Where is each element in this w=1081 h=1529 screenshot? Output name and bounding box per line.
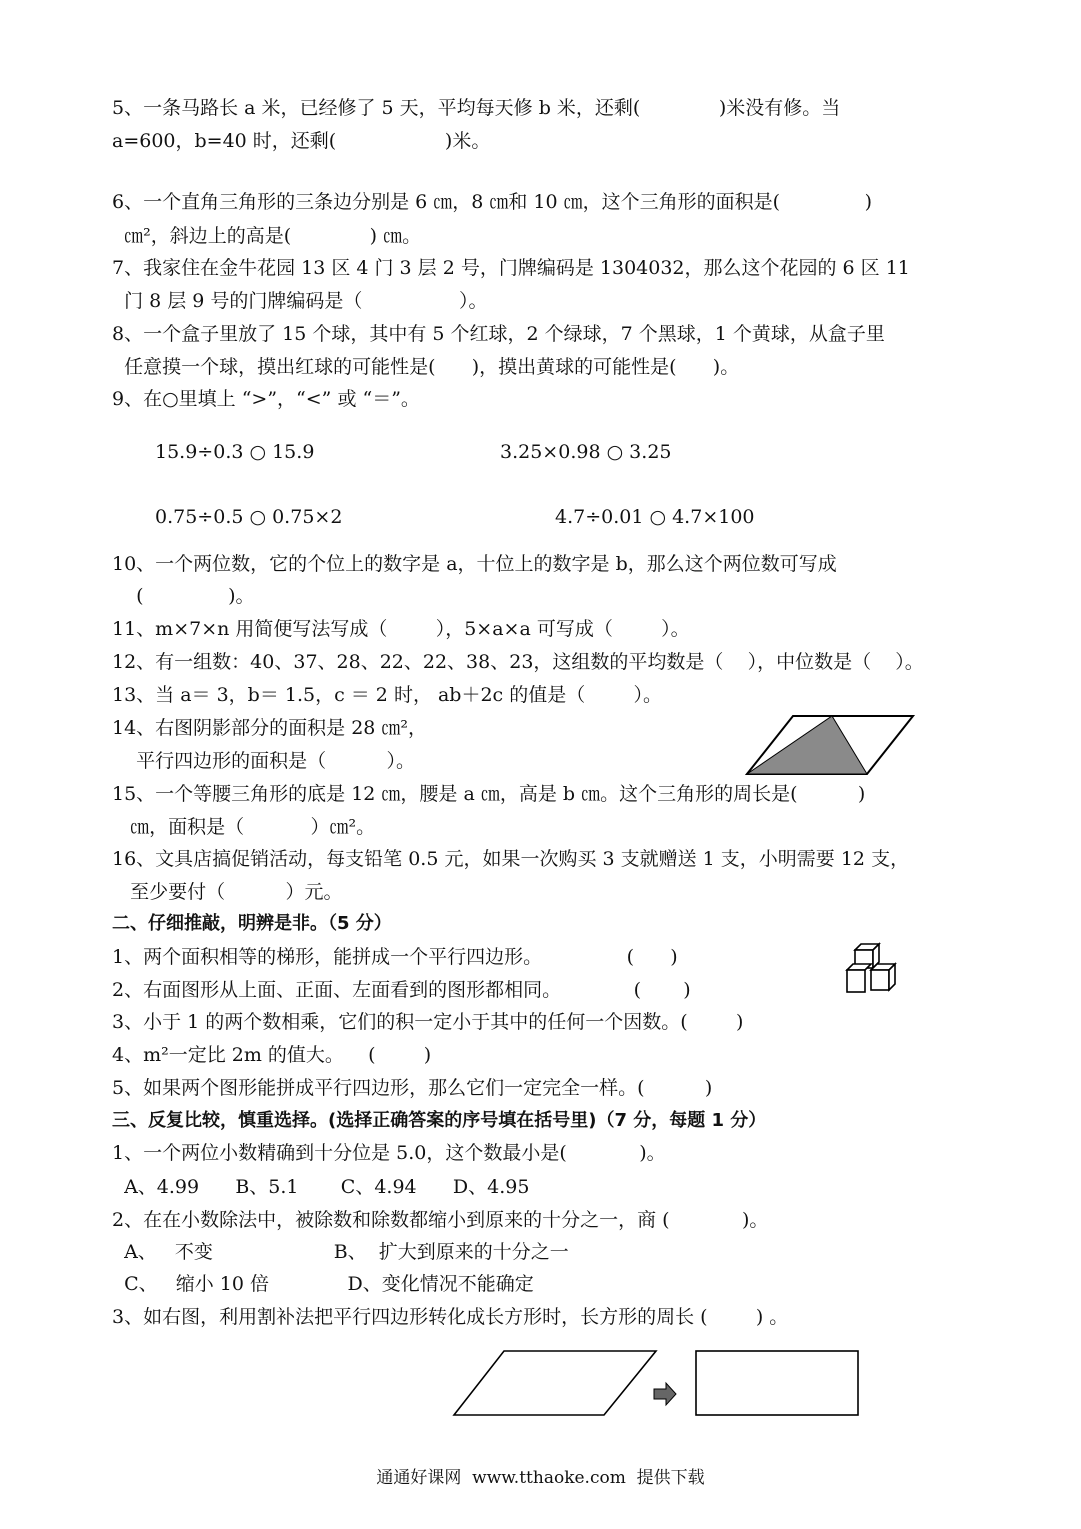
question-9-item-2: 3.25×0.98 ○ 3.25	[500, 441, 672, 463]
question-8-line-2: 任意摸一个球，摸出红球的可能性是( )，摸出黄球的可能性是( )。	[112, 356, 740, 378]
question-8-line-1: 8、一个盒子里放了 15 个球，其中有 5 个红球，2 个绿球，7 个黑球，1 个黄球，从盒子里	[112, 323, 885, 345]
section-3-heading: 三、反复比较，慎重选择。(选择正确答案的序号填在括号里)（7 分，每题 1 分）	[112, 1110, 767, 1131]
question-7-line-1: 7、我家住在金牛花园 13 区 4 门 3 层 2 号，门牌编码是 1304032，那么这个花园的 6 区 11	[112, 257, 910, 279]
question-11: 11、m×7×n 用简便写法写成（ ），5×a×a 可写成（ ）。	[112, 618, 690, 640]
question-16-line-1: 16、文具店搞促销活动，每支铅笔 0.5 元，如果一次购买 3 支就赠送 1 支，小明需要 12 支，	[112, 848, 910, 870]
question-14-line-2: 平行四边形的面积是（ ）。	[112, 750, 416, 772]
section-2-heading: 二、仔细推敲，明辨是非。（5 分）	[112, 913, 392, 934]
section-3-question-3: 3、如右图，利用割补法把平行四边形转化成长方形时，长方形的周长 ( ) 。	[112, 1306, 789, 1328]
question-13: 13、当 a＝ 3，b＝ 1.5，c ＝ 2 时， ab＋2c 的值是（ ）。	[112, 684, 663, 706]
question-7-line-2: 门 8 层 9 号的门牌编码是（ ）。	[112, 290, 488, 312]
question-9-item-1: 15.9÷0.3 ○ 15.9	[155, 441, 315, 463]
page-footer: 通通好课网 www.tthaoke.com 提供下载	[376, 1468, 705, 1488]
question-14-line-1: 14、右图阴影部分的面积是 28 ㎝²，	[112, 717, 428, 739]
section-3-question-1: 1、一个两位小数精确到十分位是 5.0，这个数最小是( )。	[112, 1142, 666, 1164]
question-9-item-4: 4.7÷0.01 ○ 4.7×100	[555, 506, 755, 528]
question-10-line-2: ( )。	[112, 585, 255, 607]
stacked-cubes-figure	[843, 940, 903, 998]
question-9: 9、在○里填上 “>”，“<” 或 “＝”。	[112, 388, 420, 410]
question-16-line-2: 至少要付（ ）元。	[112, 881, 343, 903]
section-3-question-1-options: A、4.99 B、5.1 C、4.94 D、4.95	[112, 1176, 530, 1198]
section-2-question-1: 1、两个面积相等的梯形，能拼成一个平行四边形。 ( )	[112, 946, 678, 968]
parallelogram-to-rectangle-figure	[452, 1347, 862, 1421]
question-12: 12、有一组数：40、37、28、22、22、38、23，这组数的平均数是（ ），中位数是（ ）。	[112, 651, 924, 673]
question-5-line-2: a=600，b=40 时，还剩( )米。	[112, 130, 491, 152]
section-2-question-2: 2、右面图形从上面、正面、左面看到的图形都相同。 ( )	[112, 979, 691, 1001]
question-6-line-1: 6、一个直角三角形的三条边分别是 6 ㎝，8 ㎝和 10 ㎝，这个三角形的面积是( )	[112, 191, 873, 213]
section-3-question-2-options-1: A、 不变 B、 扩大到原来的十分之一	[112, 1241, 569, 1263]
question-5-line-1: 5、一条马路长 a 米，已经修了 5 天，平均每天修 b 米，还剩( )米没有修。当	[112, 97, 841, 119]
question-15-line-2: ㎝，面积是（ ）㎝²。	[112, 816, 376, 838]
question-10-line-1: 10、一个两位数，它的个位上的数字是 a，十位上的数字是 b，那么这个两位数可写成	[112, 553, 837, 575]
question-15-line-1: 15、一个等腰三角形的底是 12 ㎝，腰是 a ㎝，高是 b ㎝。这个三角形的周长是( )	[112, 783, 866, 805]
section-3-question-2: 2、在在小数除法中，被除数和除数都缩小到原来的十分之一，商 ( )。	[112, 1209, 769, 1231]
question-6-line-2: ㎝²，斜边上的高是( ) ㎝。	[112, 225, 422, 247]
section-2-question-5: 5、如果两个图形能拼成平行四边形，那么它们一定完全一样。( )	[112, 1077, 713, 1099]
section-3-question-2-options-2: C、 缩小 10 倍 D、变化情况不能确定	[112, 1273, 534, 1295]
section-2-question-3: 3、小于 1 的两个数相乘，它们的积一定小于其中的任何一个因数。( )	[112, 1011, 744, 1033]
question-9-item-3: 0.75÷0.5 ○ 0.75×2	[155, 506, 343, 528]
section-2-question-4: 4、m²一定比 2m 的值大。 ( )	[112, 1044, 432, 1066]
parallelogram-shaded-triangle-figure	[745, 712, 917, 778]
